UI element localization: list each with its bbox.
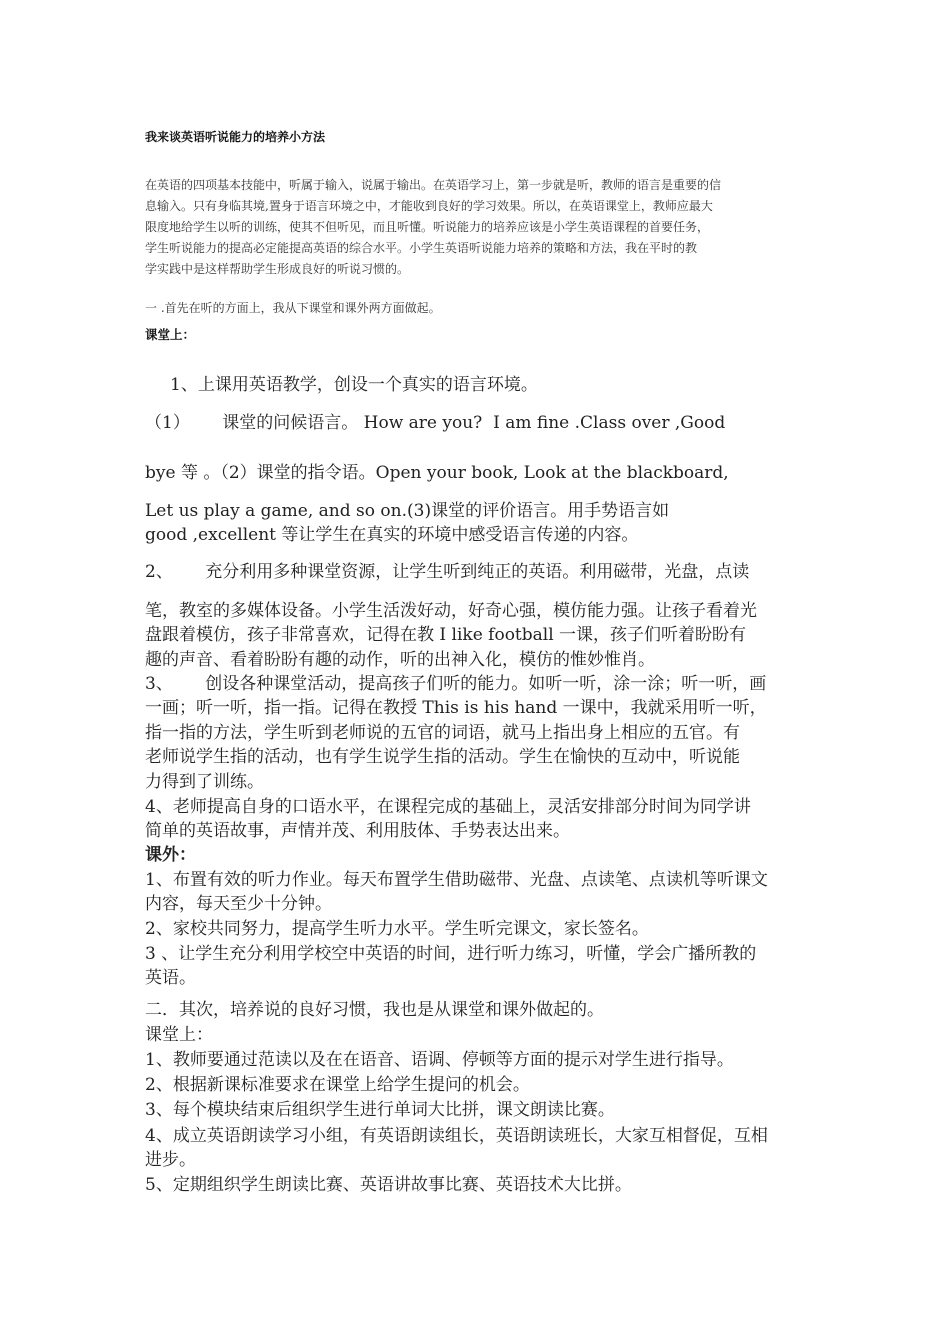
- section-one-heading: 一 .首先在听的方面上，我从下课堂和课外两方面做起。: [145, 301, 441, 315]
- intro-line: 息输入。只有身临其境,置身于语言环境之中，才能收到良好的学习效果。所以，在英语课堂上，教师应最大: [145, 199, 713, 213]
- body-line: 笔，教室的多媒体设备。小学生活泼好动，好奇心强，模仿能力强。让孩子看着光: [145, 601, 757, 621]
- body-line: 2、家校共同努力，提高学生听力水平。学生听完课文，家长签名。: [145, 919, 649, 939]
- intro-line: 限度地给学生以听的训练，使其不但听见，而且听懂。听说能力的培养应该是小学生英语课程的首要任务，: [145, 220, 710, 234]
- body-line: 老师说学生指的活动，也有学生说学生指的活动。学生在愉快的互动中，听说能: [145, 747, 740, 767]
- body-line: 1、布置有效的听力作业。每天布置学生借助磁带、光盘、点读笔、点读机等听课文: [145, 870, 768, 890]
- body-line: 内容，每天至少十分钟。: [145, 894, 332, 914]
- intro-paragraph: [145, 175, 810, 280]
- body-line: bye 等 。（2）课堂的指令语。Open your book, Look at the blackboard,: [145, 463, 729, 483]
- classroom-label-2: 课堂上：: [145, 1025, 213, 1045]
- intro-line: 学生听说能力的提高必定能提高英语的综合水平。小学生英语听说能力培养的策略和方法，我在平时的教: [145, 241, 698, 255]
- body-line: 3、 创设各种课堂活动，提高孩子们听的能力。如听一听，涂一涂；听一听，画: [145, 674, 767, 694]
- classroom-label: 课堂上：: [145, 327, 196, 342]
- body-line: 1、教师要通过范读以及在在语音、语调、停顿等方面的提示对学生进行指导。: [145, 1050, 734, 1070]
- body-line: （1） 课堂的问候语言。 How are you? I am fine .Class over ,Good: [145, 413, 726, 433]
- section-two-heading: 二．其次，培养说的良好习惯，我也是从课堂和课外做起的。: [145, 1000, 604, 1020]
- body-line: 盘跟着模仿，孩子非常喜欢，记得在教 I like football 一课，孩子们听着盼盼有: [145, 625, 747, 645]
- body-line: 英语。: [145, 968, 196, 988]
- document-title: 我来谈英语听说能力的培养小方法: [145, 130, 326, 144]
- intro-line: 学实践中是这样帮助学生形成良好的听说习惯的。: [145, 262, 410, 276]
- body-line: 简单的英语故事，声情并茂、利用肢体、手势表达出来。: [145, 821, 570, 841]
- body-line: 趣的声音、看着盼盼有趣的动作，听的出神入化，模仿的惟妙惟肖。: [145, 650, 655, 670]
- body-line: Let us play a game, and so on.(3)课堂的评价语言。用手势语言如: [145, 501, 670, 521]
- body-line: 一画；听一听，指一指。记得在教授 This is his hand 一课中，我就采用听一听，: [145, 698, 767, 718]
- intro-line: 在英语的四项基本技能中，听属于输入，说属于输出。在英语学习上，第一步就是听，教师的语言是重要的信: [145, 178, 722, 192]
- body-line: 2、 充分利用多种课堂资源，让学生听到纯正的英语。利用磁带，光盘，点读: [145, 562, 750, 582]
- body-line: 3、每个模块结束后组织学生进行单词大比拼，课文朗读比赛。: [145, 1100, 615, 1120]
- body-line: good ,excellent 等让学生在真实的环境中感受语言传递的内容。: [145, 525, 639, 545]
- body-line: 4、老师提高自身的口语水平，在课程完成的基础上，灵活安排部分时间为同学讲: [145, 797, 751, 817]
- body-line: 力得到了训练。: [145, 772, 264, 792]
- body-line: 2、根据新课标准要求在课堂上给学生提问的机会。: [145, 1075, 530, 1095]
- body-line: 进步。: [145, 1150, 196, 1170]
- afterclass-label: 课外：: [145, 845, 196, 865]
- body-line: 1、上课用英语教学，创设一个真实的语言环境。: [170, 375, 538, 395]
- body-line: 5、定期组织学生朗读比赛、英语讲故事比赛、英语技术大比拼。: [145, 1175, 632, 1195]
- body-line: 4、成立英语朗读学习小组，有英语朗读组长，英语朗读班长，大家互相督促，互相: [145, 1126, 768, 1146]
- body-line: 3 、让学生充分利用学校空中英语的时间，进行听力练习，听懂，学会广播所教的: [145, 944, 757, 964]
- body-line: 指一指的方法，学生听到老师说的五官的词语，就马上指出身上相应的五官。有: [145, 723, 740, 743]
